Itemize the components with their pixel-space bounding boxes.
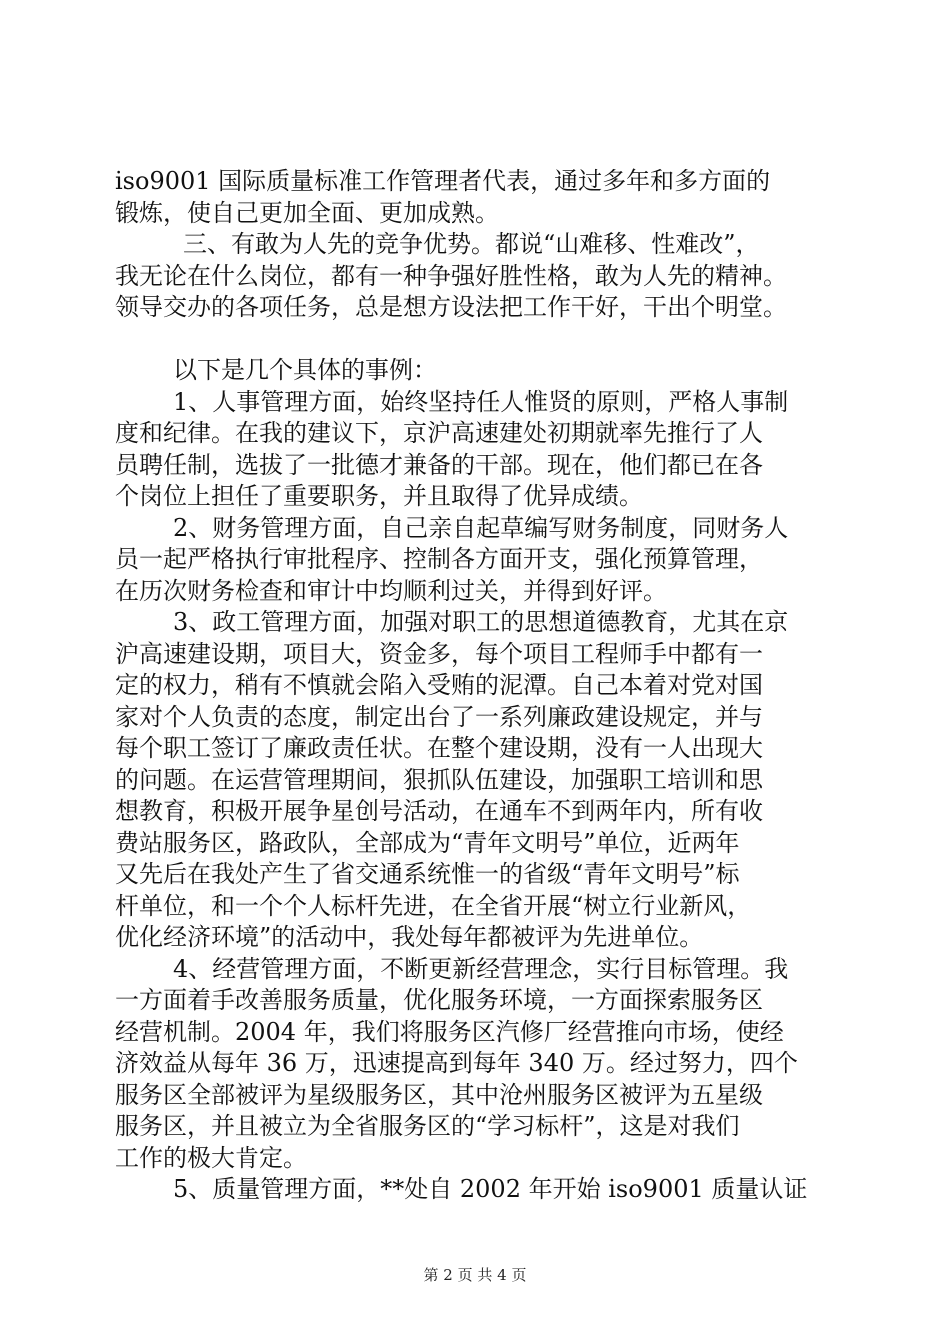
text-line: 家对个人负责的态度，制定出台了一系列廉政建设规定，并与: [115, 702, 763, 731]
text-line: 服务区，并且被立为全省服务区的“学习标杆”，这是对我们: [115, 1112, 740, 1140]
text-line: 想教育，积极开展争星创号活动，在通车不到两年内，所有收: [115, 797, 763, 825]
text-line: 4、经营管理方面，不断更新经营理念，实行目标管理。我: [173, 954, 789, 983]
text-line: 员一起严格执行审批程序、控制各方面开支，强化预算管理，: [115, 545, 763, 573]
text-line: 的问题。在运营管理期间，狠抓队伍建设，加强职工培训和思: [115, 765, 763, 794]
text-line: 以下是几个具体的事例：: [173, 356, 437, 384]
text-line: 工作的极大肯定。: [115, 1143, 307, 1172]
text-line: 每个职工签订了廉政责任状。在整个建设期，没有一人出现大: [115, 734, 763, 762]
text-line: 费站服务区，路政队，全部成为“青年文明号”单位，近两年: [115, 828, 740, 857]
page-footer: [0, 1265, 950, 1285]
text-line: 一方面着手改善服务质量，优化服务环境，一方面探索服务区: [115, 986, 763, 1014]
text-line: 员聘任制，选拔了一批德才兼备的干部。现在，他们都已在各: [115, 450, 763, 479]
text-line: 度和纪律。在我的建议下，京沪高速建处初期就率先推行了人: [115, 419, 763, 447]
text-line: iso9001 国际质量标准工作管理者代表，通过多年和多方面的: [115, 167, 771, 195]
text-line: 沪高速建设期，项目大，资金多，每个项目工程师手中都有一: [115, 639, 763, 668]
text-line: 1、人事管理方面，始终坚持任人惟贤的原则，严格人事制: [173, 387, 789, 416]
text-line: 优化经济环境”的活动中，我处每年都被评为先进单位。: [115, 923, 704, 951]
text-line: 领导交办的各项任务，总是想方设法把工作干好，干出个明堂。: [115, 293, 787, 321]
text-line: 3、政工管理方面，加强对职工的思想道德教育，尤其在京: [173, 608, 789, 636]
text-line: 定的权力，稍有不慎就会陷入受贿的泥潭。自己本着对党对国: [115, 671, 763, 699]
text-line: 5、质量管理方面，**处自 2002 年开始 iso9001 质量认证: [173, 1175, 808, 1203]
text-line: 杆单位，和一个个人标杆先进，在全省开展“树立行业新风，: [115, 891, 752, 920]
text-line: 三、有敢为人先的竞争优势。都说“山难移、性难改”，: [183, 230, 760, 258]
text-line: 经营机制。2004 年，我们将服务区汽修厂经营推向市场，使经: [115, 1017, 784, 1046]
text-line: 济效益从每年 36 万，迅速提高到每年 340 万。经过努力，四个: [115, 1049, 798, 1077]
text-line: 2、财务管理方面，自己亲自起草编写财务制度，同财务人: [173, 513, 789, 542]
text-line: 又先后在我处产生了省交通系统惟一的省级“青年文明号”标: [115, 860, 740, 888]
text-line: 服务区全部被评为星级服务区，其中沧州服务区被评为五星级: [115, 1080, 763, 1109]
text-line: 我无论在什么岗位，都有一种争强好胜性格，敢为人先的精神。: [115, 261, 787, 290]
text-line: 锻炼，使自己更加全面、更加成熟。: [115, 198, 499, 227]
text-line: 个岗位上担任了重要职务，并且取得了优异成绩。: [115, 482, 643, 510]
page-number-label: 第 2 页 共 4 页: [423, 1266, 527, 1284]
text-line: 在历次财务检查和审计中均顺利过关，并得到好评。: [115, 576, 667, 605]
document-body: [115, 166, 855, 1206]
paragraph-gap: [115, 324, 855, 356]
